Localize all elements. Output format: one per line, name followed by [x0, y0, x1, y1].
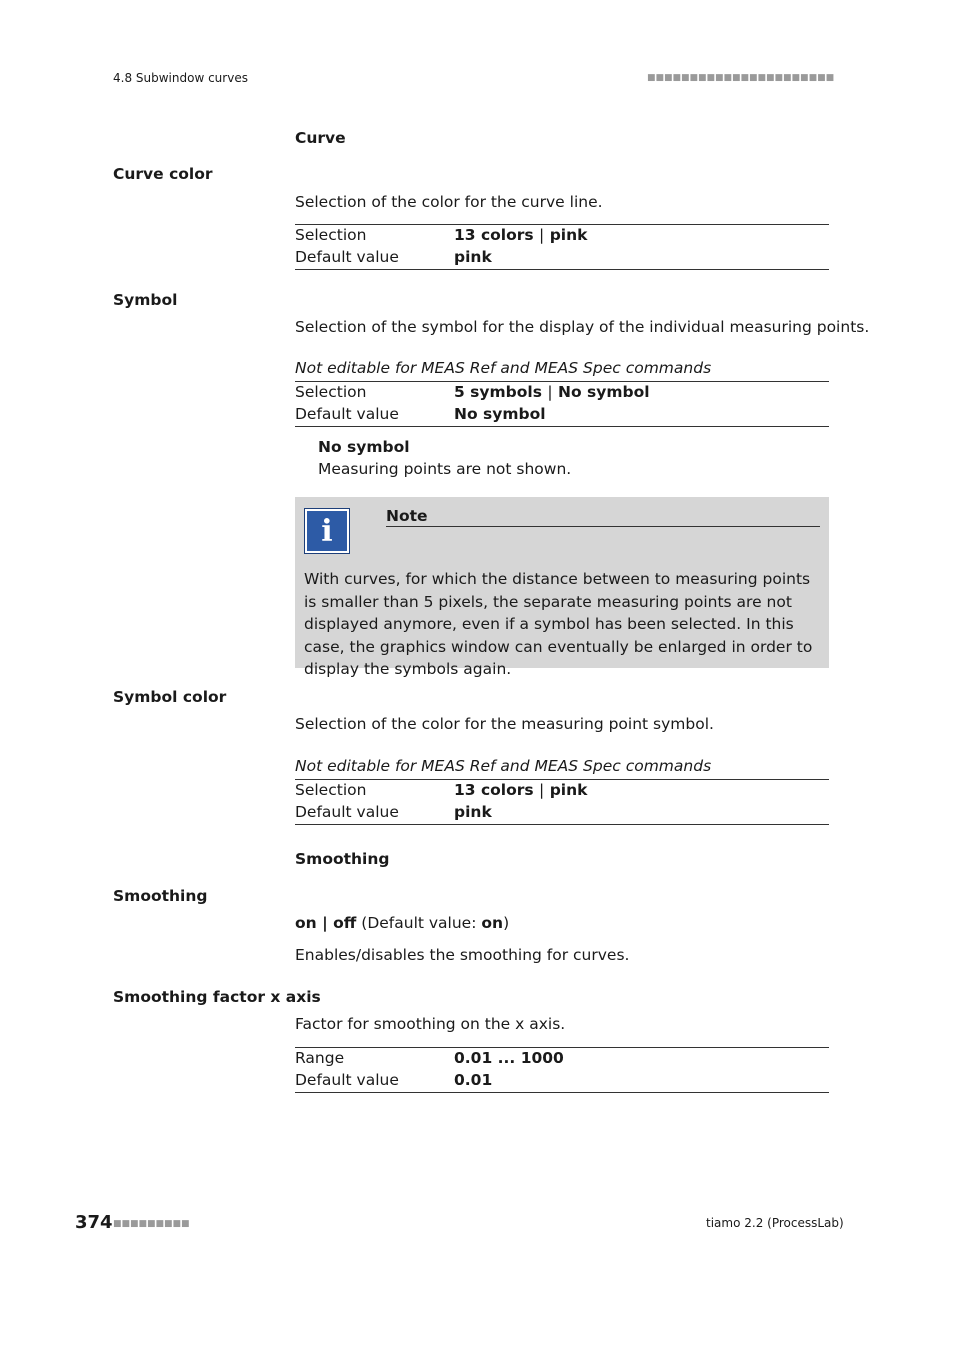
running-header: 4.8 Subwindow curves [113, 71, 248, 85]
info-icon: i [304, 508, 350, 554]
table-row [295, 404, 829, 426]
param-symbol-color: Symbol color [113, 688, 227, 706]
range-key: Range [295, 1049, 345, 1067]
param-curve-color: Curve color [113, 165, 213, 183]
selection-key: Selection [295, 383, 367, 401]
param-smoothing: Smoothing [113, 887, 208, 905]
note-text: With curves, for which the distance between to measuring points is smaller than 5 pixels, the separate measuring points are not displayed anymore, even if a symbol has been selected. In this case, the graphics window can eventually be enlarged in order to display the symbols again. [304, 570, 813, 678]
param-symbol: Symbol [113, 291, 178, 309]
table-row [295, 1048, 829, 1070]
symbol-not-editable: Not editable for MEAS Ref and MEAS Spec commands [295, 359, 712, 377]
symbol-table [295, 381, 829, 427]
table-row [295, 247, 829, 269]
selection-value: 13 colors | pink [454, 226, 588, 244]
default-key: Default value [295, 248, 399, 266]
curve-color-description: Selection of the color for the curve line. [295, 193, 603, 211]
table-row [295, 802, 829, 824]
default-key: Default value [295, 803, 399, 821]
footer-dots: ■■■■■■■■■ [113, 1219, 190, 1229]
selection-key: Selection [295, 781, 367, 799]
symbol-color-not-editable: Not editable for MEAS Ref and MEAS Spec commands [295, 757, 712, 775]
option-description: Measuring points are not shown. [318, 460, 572, 478]
default-value: No symbol [454, 405, 546, 423]
option-title: No symbol [318, 438, 410, 456]
symbol-description: Selection of the symbol for the display of the individual measuring points. [295, 318, 870, 336]
factor-x-description: Factor for smoothing on the x axis. [295, 1015, 566, 1033]
table-row [295, 780, 829, 802]
note-title: Note [386, 507, 820, 527]
page-number: 374 [75, 1212, 113, 1233]
smoothing-values: on | off (Default value: on) [295, 914, 510, 932]
section-title-smoothing: Smoothing [295, 850, 390, 868]
symbol-color-description: Selection of the color for the measuring point symbol. [295, 715, 714, 733]
default-value: pink [454, 803, 492, 821]
param-smoothing-factor-x: Smoothing factor x axis [113, 988, 321, 1006]
selection-key: Selection [295, 226, 367, 244]
section-title-curve: Curve [295, 129, 346, 147]
curve-color-table [295, 224, 829, 270]
table-row [295, 225, 829, 247]
default-value: 0.01 [454, 1071, 493, 1089]
range-value: 0.01 ... 1000 [454, 1049, 564, 1067]
table-row [295, 382, 829, 404]
default-value: pink [454, 248, 492, 266]
default-key: Default value [295, 405, 399, 423]
symbol-color-table [295, 779, 829, 825]
header-dots: ■■■■■■■■■■■■■■■■■■■■■■ [647, 73, 835, 83]
note-box [295, 497, 829, 678]
default-key: Default value [295, 1071, 399, 1089]
factor-x-table [295, 1047, 829, 1093]
selection-value: 5 symbols | No symbol [454, 383, 650, 401]
product-name: tiamo 2.2 (ProcessLab) [706, 1216, 844, 1230]
selection-value: 13 colors | pink [454, 781, 588, 799]
table-row [295, 1070, 829, 1092]
smoothing-description: Enables/disables the smoothing for curves. [295, 946, 630, 964]
